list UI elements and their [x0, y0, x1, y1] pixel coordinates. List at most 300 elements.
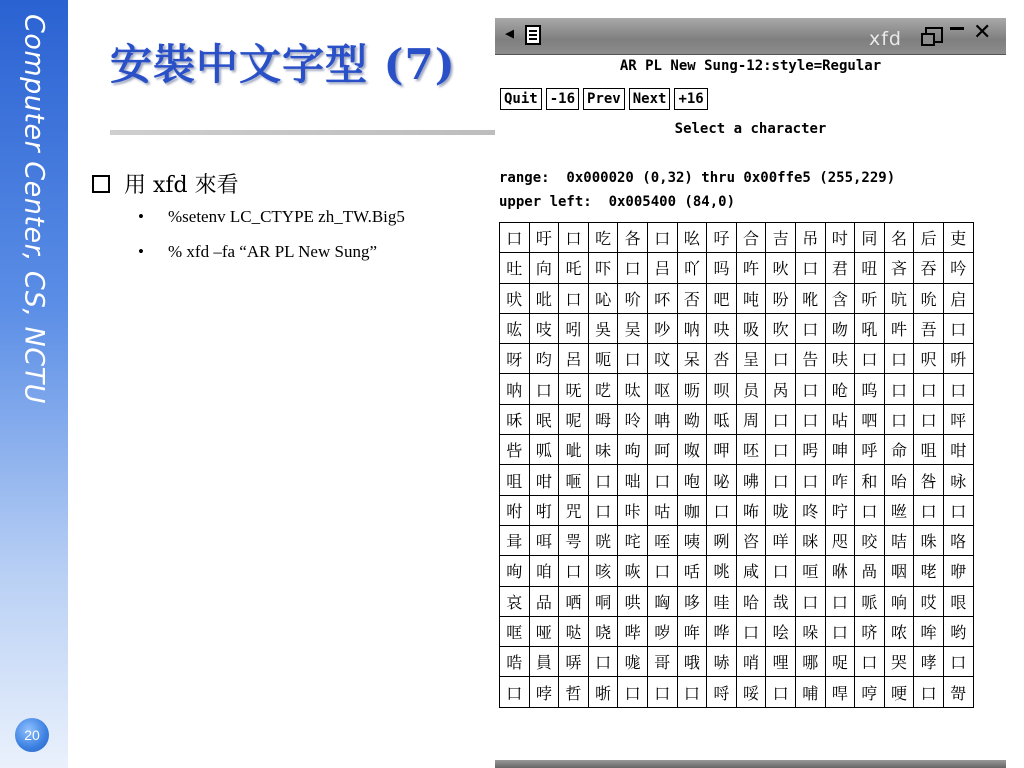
glyph-cell[interactable]: 哜 — [855, 616, 885, 646]
glyph-cell[interactable]: 口 — [914, 495, 944, 525]
glyph-cell[interactable]: 呅 — [647, 344, 677, 374]
glyph-cell[interactable]: 口 — [884, 404, 914, 434]
glyph-cell[interactable]: 哖 — [677, 616, 707, 646]
glyph-cell[interactable]: 哞 — [914, 616, 944, 646]
glyph-cell[interactable]: 口 — [559, 556, 589, 586]
glyph-cell[interactable]: 哅 — [647, 586, 677, 616]
glyph-cell[interactable]: 响 — [884, 586, 914, 616]
glyph-cell[interactable]: 咑 — [529, 495, 559, 525]
glyph-cell[interactable]: 呜 — [855, 374, 885, 404]
glyph-cell[interactable]: 吕 — [647, 253, 677, 283]
glyph-cell[interactable]: 呲 — [559, 435, 589, 465]
glyph-cell[interactable]: 呴 — [618, 435, 648, 465]
glyph-cell[interactable]: 哙 — [766, 616, 796, 646]
glyph-cell[interactable]: 員 — [529, 647, 559, 677]
glyph-cell[interactable]: 吉 — [766, 223, 796, 253]
title-divider — [110, 130, 496, 135]
glyph-cell[interactable]: 和 — [855, 465, 885, 495]
glyph-row — [500, 616, 974, 646]
glyph-cell[interactable]: 呎 — [914, 344, 944, 374]
glyph-cell[interactable]: 吏 — [943, 223, 973, 253]
glyph-cell[interactable]: 咖 — [677, 495, 707, 525]
glyph-cell[interactable]: 咁 — [529, 465, 559, 495]
glyph-cell[interactable]: 咿 — [943, 556, 973, 586]
glyph-cell[interactable]: 吆 — [677, 223, 707, 253]
glyph-cell[interactable]: 咔 — [618, 495, 648, 525]
glyph-cell[interactable]: 咦 — [677, 525, 707, 555]
glyph-cell[interactable]: 哭 — [884, 647, 914, 677]
glyph-row — [500, 253, 974, 283]
glyph-cell[interactable]: 咻 — [825, 556, 855, 586]
glyph-cell[interactable]: 口 — [943, 374, 973, 404]
glyph-cell[interactable]: 哼 — [855, 677, 885, 707]
glyph-cell[interactable]: 吵 — [647, 313, 677, 343]
glyph-cell[interactable]: 哦 — [677, 647, 707, 677]
close-icon[interactable]: ✕ — [973, 20, 992, 45]
glyph-cell[interactable]: 咒 — [559, 495, 589, 525]
glyph-cell[interactable]: 吝 — [884, 253, 914, 283]
glyph-cell[interactable]: 呐 — [500, 374, 530, 404]
glyph-cell[interactable]: 吓 — [588, 253, 618, 283]
bullet-item — [92, 168, 239, 199]
glyph-row — [500, 223, 974, 253]
glyph-cell[interactable]: 呶 — [677, 435, 707, 465]
glyph-cell[interactable]: 口 — [647, 465, 677, 495]
glyph-cell[interactable]: 口 — [736, 616, 766, 646]
glyph-cell[interactable]: 哷 — [707, 677, 737, 707]
glyph-cell[interactable]: 呧 — [707, 404, 737, 434]
glyph-cell[interactable]: 吪 — [795, 283, 825, 313]
glyph-cell[interactable]: 名 — [884, 223, 914, 253]
minimize-icon[interactable] — [950, 27, 964, 30]
glyph-cell[interactable]: 吸 — [736, 313, 766, 343]
glyph-cell[interactable]: 吥 — [647, 283, 677, 313]
glyph-cell[interactable]: 咳 — [588, 556, 618, 586]
glyph-cell[interactable]: 哎 — [914, 586, 944, 616]
prev-button[interactable]: Prev — [583, 88, 625, 110]
glyph-cell[interactable]: 咰 — [500, 556, 530, 586]
glyph-cell[interactable]: 呦 — [677, 404, 707, 434]
glyph-cell[interactable]: 哑 — [529, 616, 559, 646]
glyph-cell[interactable]: 咍 — [884, 465, 914, 495]
glyph-cell[interactable]: 哫 — [825, 647, 855, 677]
glyph-cell[interactable]: 吷 — [707, 313, 737, 343]
sub-item — [138, 207, 405, 227]
glyph-cell[interactable]: 吽 — [884, 313, 914, 343]
glyph-cell[interactable]: 吘 — [736, 253, 766, 283]
glyph-cell[interactable]: 哳 — [588, 677, 618, 707]
glyph-cell[interactable]: 口 — [855, 495, 885, 525]
glyph-cell[interactable]: 呕 — [647, 374, 677, 404]
glyph-cell[interactable]: 吡 — [529, 283, 559, 313]
glyph-cell[interactable]: 吳 — [588, 313, 618, 343]
glyph-grid — [499, 222, 974, 708]
glyph-cell[interactable]: 呇 — [707, 344, 737, 374]
glyph-cell[interactable]: 咧 — [707, 525, 737, 555]
glyph-cell[interactable]: 告 — [795, 344, 825, 374]
glyph-cell[interactable]: 吧 — [707, 283, 737, 313]
glyph-cell[interactable]: 吙 — [766, 253, 796, 283]
glyph-cell[interactable]: 咺 — [795, 556, 825, 586]
button-row — [500, 88, 708, 110]
glyph-cell[interactable]: 周 — [736, 404, 766, 434]
glyph-cell[interactable]: 哆 — [677, 586, 707, 616]
glyph-cell[interactable]: 哱 — [529, 677, 559, 707]
glyph-cell[interactable]: 咝 — [884, 495, 914, 525]
glyph-cell[interactable]: 口 — [795, 465, 825, 495]
window-menu-arrow-icon[interactable]: ◀ — [505, 24, 515, 42]
glyph-cell[interactable]: 咾 — [914, 556, 944, 586]
glyph-cell[interactable]: 哤 — [618, 647, 648, 677]
glyph-cell[interactable]: 吰 — [500, 313, 530, 343]
glyph-cell[interactable]: 哄 — [618, 586, 648, 616]
glyph-cell[interactable]: 呣 — [588, 404, 618, 434]
glyph-cell[interactable]: 哈 — [736, 586, 766, 616]
glyph-cell[interactable]: 口 — [500, 223, 530, 253]
glyph-cell[interactable]: 口 — [943, 313, 973, 343]
glyph-cell[interactable]: 哐 — [500, 616, 530, 646]
glyph-cell[interactable]: 呓 — [588, 374, 618, 404]
glyph-cell[interactable]: 吭 — [884, 283, 914, 313]
glyph-cell[interactable]: 口 — [943, 495, 973, 525]
glyph-cell[interactable]: 咨 — [736, 525, 766, 555]
glyph-cell[interactable]: 口 — [855, 647, 885, 677]
glyph-cell[interactable]: 咣 — [588, 525, 618, 555]
glyph-cell[interactable]: 咀 — [914, 435, 944, 465]
glyph-cell[interactable]: 哻 — [825, 677, 855, 707]
glyph-cell[interactable]: 呔 — [618, 374, 648, 404]
glyph-cell[interactable]: 否 — [677, 283, 707, 313]
glyph-cell[interactable]: 呆 — [677, 344, 707, 374]
glyph-cell[interactable]: 合 — [736, 223, 766, 253]
glyph-cell[interactable]: 口 — [529, 374, 559, 404]
glyph-cell[interactable]: 哚 — [795, 616, 825, 646]
glyph-cell[interactable]: 哒 — [559, 616, 589, 646]
glyph-cell[interactable]: 哥 — [647, 647, 677, 677]
glyph-cell[interactable]: 呷 — [707, 435, 737, 465]
glyph-cell[interactable]: 口 — [914, 404, 944, 434]
glyph-cell[interactable]: 咋 — [825, 465, 855, 495]
glyph-cell[interactable]: 呙 — [766, 374, 796, 404]
glyph-cell[interactable]: 吤 — [618, 283, 648, 313]
glyph-cell[interactable]: 哠 — [500, 647, 530, 677]
glyph-cell[interactable]: 吞 — [914, 253, 944, 283]
glyph-cell[interactable]: 咀 — [500, 465, 530, 495]
glyph-cell[interactable]: 呤 — [618, 404, 648, 434]
glyph-cell[interactable]: 呵 — [647, 435, 677, 465]
glyph-cell[interactable]: 呃 — [588, 344, 618, 374]
glyph-cell[interactable]: 咸 — [736, 556, 766, 586]
glyph-cell[interactable]: 启 — [943, 283, 973, 313]
plus-16-button[interactable]: +16 — [674, 88, 707, 110]
glyph-cell[interactable]: 咠 — [500, 525, 530, 555]
glyph-cell[interactable]: 口 — [884, 374, 914, 404]
glyph-cell[interactable]: 呖 — [677, 374, 707, 404]
glyph-cell[interactable]: 口 — [766, 465, 796, 495]
glyph-cell[interactable]: 口 — [884, 344, 914, 374]
glyph-cell[interactable]: 口 — [559, 223, 589, 253]
glyph-cell[interactable]: 口 — [677, 677, 707, 707]
glyph-cell[interactable]: 咬 — [855, 525, 885, 555]
glyph-cell[interactable]: 咐 — [500, 495, 530, 525]
glyph-cell[interactable]: 呻 — [825, 435, 855, 465]
page-number: 20 — [15, 718, 49, 752]
glyph-cell[interactable]: 吒 — [559, 253, 589, 283]
glyph-cell[interactable]: 咚 — [795, 495, 825, 525]
glyph-cell[interactable]: 呰 — [500, 435, 530, 465]
glyph-cell[interactable]: 哺 — [795, 677, 825, 707]
glyph-row — [500, 435, 974, 465]
glyph-cell[interactable]: 呥 — [647, 404, 677, 434]
glyph-cell[interactable]: 向 — [529, 253, 559, 283]
glyph-cell[interactable]: 吗 — [707, 253, 737, 283]
xfd-window — [495, 18, 1006, 768]
glyph-cell[interactable]: 咥 — [647, 525, 677, 555]
square-bullet-icon — [92, 175, 110, 193]
glyph-cell[interactable]: 口 — [618, 253, 648, 283]
glyph-cell[interactable]: 吻 — [825, 313, 855, 343]
glyph-cell[interactable]: 咤 — [618, 525, 648, 555]
bullet-text: 用 xfd 來看 — [124, 173, 239, 198]
glyph-cell[interactable]: 口 — [618, 344, 648, 374]
glyph-cell[interactable]: 咆 — [677, 465, 707, 495]
glyph-cell[interactable]: 咡 — [529, 525, 559, 555]
glyph-cell[interactable]: 哏 — [943, 586, 973, 616]
glyph-cell[interactable]: 口 — [795, 313, 825, 343]
glyph-cell[interactable]: 哃 — [588, 586, 618, 616]
glyph-cell[interactable]: 口 — [588, 465, 618, 495]
glyph-cell[interactable]: 呏 — [943, 344, 973, 374]
glyph-cell[interactable]: 口 — [795, 404, 825, 434]
glyph-cell[interactable]: 口 — [825, 586, 855, 616]
glyph-cell[interactable]: 哸 — [736, 677, 766, 707]
glyph-cell[interactable]: 口 — [914, 374, 944, 404]
glyph-cell[interactable]: 吖 — [677, 253, 707, 283]
glyph-cell[interactable]: 吮 — [914, 283, 944, 313]
glyph-cell[interactable]: 咴 — [618, 556, 648, 586]
glyph-cell[interactable]: 吐 — [500, 253, 530, 283]
sub-item — [138, 242, 377, 262]
glyph-cell[interactable]: 员 — [736, 374, 766, 404]
glyph-cell[interactable]: 咈 — [736, 465, 766, 495]
glyph-cell[interactable]: 口 — [766, 677, 796, 707]
glyph-cell[interactable]: 口 — [647, 223, 677, 253]
glyph-cell[interactable]: 口 — [825, 616, 855, 646]
glyph-row — [500, 313, 974, 343]
glyph-cell[interactable]: 口 — [559, 283, 589, 313]
glyph-cell[interactable]: 哗 — [707, 616, 737, 646]
sub-item-text: %setenv LC_CTYPE zh_TW.Big5 — [168, 207, 405, 226]
restore-icon[interactable] — [925, 27, 943, 43]
glyph-cell[interactable]: 口 — [766, 404, 796, 434]
glyph-cell[interactable]: 口 — [795, 253, 825, 283]
glyph-cell[interactable]: 味 — [588, 435, 618, 465]
glyph-cell[interactable]: 口 — [588, 647, 618, 677]
glyph-cell[interactable]: 呀 — [500, 344, 530, 374]
glyph-cell[interactable]: 呸 — [736, 435, 766, 465]
window-titlebar[interactable] — [495, 18, 1006, 55]
glyph-cell[interactable]: 吨 — [736, 283, 766, 313]
glyph-cell[interactable]: 呢 — [559, 404, 589, 434]
glyph-cell[interactable]: 哩 — [766, 647, 796, 677]
glyph-cell[interactable]: 咶 — [677, 556, 707, 586]
slide-title: 安裝中文字型 (7) — [110, 40, 456, 89]
glyph-cell[interactable]: 吋 — [825, 223, 855, 253]
glyph-cell[interactable]: 咭 — [884, 525, 914, 555]
glyph-cell[interactable]: 吼 — [855, 313, 885, 343]
glyph-row — [500, 283, 974, 313]
glyph-cell[interactable]: 咼 — [855, 556, 885, 586]
sub-bullet-glyph: • — [138, 207, 144, 226]
glyph-cell[interactable]: 呡 — [529, 404, 559, 434]
minus-16-button[interactable]: -16 — [546, 88, 579, 110]
glyph-cell[interactable]: 哢 — [559, 647, 589, 677]
select-prompt: Select a character — [674, 121, 827, 137]
glyph-cell[interactable]: 吹 — [766, 313, 796, 343]
upper-left-line: upper left: 0x005400 (84,0) — [499, 194, 736, 210]
glyph-cell[interactable]: 呗 — [707, 374, 737, 404]
glyph-cell[interactable]: 哲 — [559, 677, 589, 707]
glyph-cell[interactable]: 咱 — [529, 556, 559, 586]
glyph-cell[interactable]: 哓 — [588, 616, 618, 646]
glyph-cell[interactable]: 命 — [884, 435, 914, 465]
glyph-cell[interactable]: 呬 — [855, 404, 885, 434]
glyph-cell[interactable]: 吾 — [914, 313, 944, 343]
glyph-cell[interactable]: 呯 — [943, 404, 973, 434]
glyph-cell[interactable]: 口 — [795, 586, 825, 616]
glyph-cell[interactable]: 哇 — [707, 586, 737, 616]
glyph-cell[interactable]: 呛 — [825, 374, 855, 404]
glyph-cell[interactable]: 哉 — [766, 586, 796, 616]
glyph-cell[interactable]: 咄 — [618, 465, 648, 495]
glyph-cell[interactable]: 哟 — [943, 616, 973, 646]
glyph-cell[interactable]: 吟 — [943, 253, 973, 283]
glyph-cell[interactable]: 口 — [855, 344, 885, 374]
font-name-label: AR PL New Sung-12:style=Regular — [619, 58, 882, 74]
glyph-cell[interactable]: 同 — [855, 223, 885, 253]
window-document-icon[interactable] — [525, 25, 541, 45]
glyph-cell[interactable]: 口 — [914, 677, 944, 707]
glyph-cell[interactable]: 咷 — [707, 556, 737, 586]
window-title: xfd — [869, 28, 902, 50]
glyph-cell[interactable]: 哨 — [736, 647, 766, 677]
glyph-cell[interactable]: 哝 — [884, 616, 914, 646]
glyph-cell[interactable]: 呐 — [677, 313, 707, 343]
glyph-cell[interactable]: 吩 — [766, 283, 796, 313]
glyph-cell[interactable]: 哪 — [795, 647, 825, 677]
glyph-cell[interactable]: 咇 — [707, 465, 737, 495]
glyph-cell[interactable]: 咎 — [914, 465, 944, 495]
glyph-cell[interactable]: 口 — [766, 556, 796, 586]
glyph-row — [500, 465, 974, 495]
glyph-cell[interactable]: 咫 — [825, 525, 855, 555]
glyph-cell[interactable]: 口 — [618, 677, 648, 707]
glyph-cell[interactable]: 口 — [588, 495, 618, 525]
glyph-cell[interactable]: 呒 — [559, 374, 589, 404]
glyph-cell[interactable]: 咁 — [943, 435, 973, 465]
glyph-cell[interactable]: 哌 — [855, 586, 885, 616]
glyph-cell[interactable]: 咽 — [884, 556, 914, 586]
glyph-cell[interactable]: 呂 — [559, 344, 589, 374]
glyph-cell[interactable]: 呼 — [855, 435, 885, 465]
glyph-cell[interactable]: 呋 — [825, 344, 855, 374]
glyph-cell[interactable]: 咙 — [766, 495, 796, 525]
glyph-cell[interactable]: 呺 — [795, 435, 825, 465]
glyph-cell[interactable]: 各 — [618, 223, 648, 253]
glyph-cell[interactable]: 口 — [647, 677, 677, 707]
glyph-cell[interactable]: 呁 — [529, 344, 559, 374]
glyph-cell[interactable]: 咯 — [943, 525, 973, 555]
glyph-cell[interactable]: 吱 — [529, 313, 559, 343]
glyph-cell[interactable]: 咩 — [766, 525, 796, 555]
glyph-cell[interactable]: 哕 — [647, 616, 677, 646]
glyph-row — [500, 677, 974, 707]
glyph-cell[interactable]: 口 — [500, 677, 530, 707]
glyph-cell[interactable]: 口 — [943, 647, 973, 677]
glyph-cell[interactable]: 哮 — [914, 647, 944, 677]
glyph-cell[interactable]: 君 — [825, 253, 855, 283]
glyph-row — [500, 495, 974, 525]
glyph-cell[interactable]: 吴 — [618, 313, 648, 343]
glyph-cell[interactable]: 吃 — [588, 223, 618, 253]
glyph-cell[interactable]: 听 — [855, 283, 885, 313]
glyph-cell[interactable]: 吇 — [707, 223, 737, 253]
glyph-cell[interactable]: 口 — [766, 344, 796, 374]
glyph-cell[interactable]: 呱 — [529, 435, 559, 465]
glyph-cell[interactable]: 哂 — [559, 586, 589, 616]
glyph-cell[interactable]: 吣 — [588, 283, 618, 313]
glyph-cell[interactable]: 哽 — [884, 677, 914, 707]
sub-item-text: % xfd –fa “AR PL New Sung” — [168, 242, 377, 261]
glyph-cell[interactable]: 口 — [707, 495, 737, 525]
glyph-cell[interactable]: 含 — [825, 283, 855, 313]
glyph-cell[interactable]: 哿 — [943, 677, 973, 707]
glyph-cell[interactable]: 吲 — [559, 313, 589, 343]
glyph-cell[interactable]: 咕 — [647, 495, 677, 525]
glyph-cell[interactable]: 哀 — [500, 586, 530, 616]
next-button[interactable]: Next — [629, 88, 671, 110]
glyph-cell[interactable]: 吜 — [855, 253, 885, 283]
glyph-cell[interactable]: 吊 — [795, 223, 825, 253]
glyph-cell[interactable]: 后 — [914, 223, 944, 253]
glyph-cell[interactable]: 咘 — [736, 495, 766, 525]
glyph-cell[interactable]: 口 — [766, 435, 796, 465]
glyph-cell[interactable]: 呈 — [736, 344, 766, 374]
glyph-cell[interactable]: 哔 — [618, 616, 648, 646]
glyph-row — [500, 586, 974, 616]
quit-button[interactable]: Quit — [500, 88, 542, 110]
glyph-row — [500, 374, 974, 404]
glyph-cell[interactable]: 哧 — [707, 647, 737, 677]
glyph-cell[interactable]: 咮 — [914, 525, 944, 555]
glyph-cell[interactable]: 咊 — [500, 404, 530, 434]
glyph-cell[interactable]: 咏 — [943, 465, 973, 495]
sidebar-band — [0, 0, 68, 768]
glyph-cell[interactable]: 口 — [795, 374, 825, 404]
glyph-row — [500, 525, 974, 555]
glyph-cell[interactable]: 咢 — [559, 525, 589, 555]
sidebar-title: Computer Center, CS, NCTU — [18, 14, 50, 404]
glyph-cell[interactable]: 口 — [647, 556, 677, 586]
glyph-row — [500, 556, 974, 586]
glyph-cell[interactable]: 呫 — [825, 404, 855, 434]
glyph-cell[interactable]: 品 — [529, 586, 559, 616]
glyph-cell[interactable]: 吠 — [500, 283, 530, 313]
glyph-cell[interactable]: 吁 — [529, 223, 559, 253]
glyph-cell[interactable]: 咪 — [795, 525, 825, 555]
glyph-cell[interactable]: 咂 — [559, 465, 589, 495]
glyph-cell[interactable]: 咛 — [825, 495, 855, 525]
